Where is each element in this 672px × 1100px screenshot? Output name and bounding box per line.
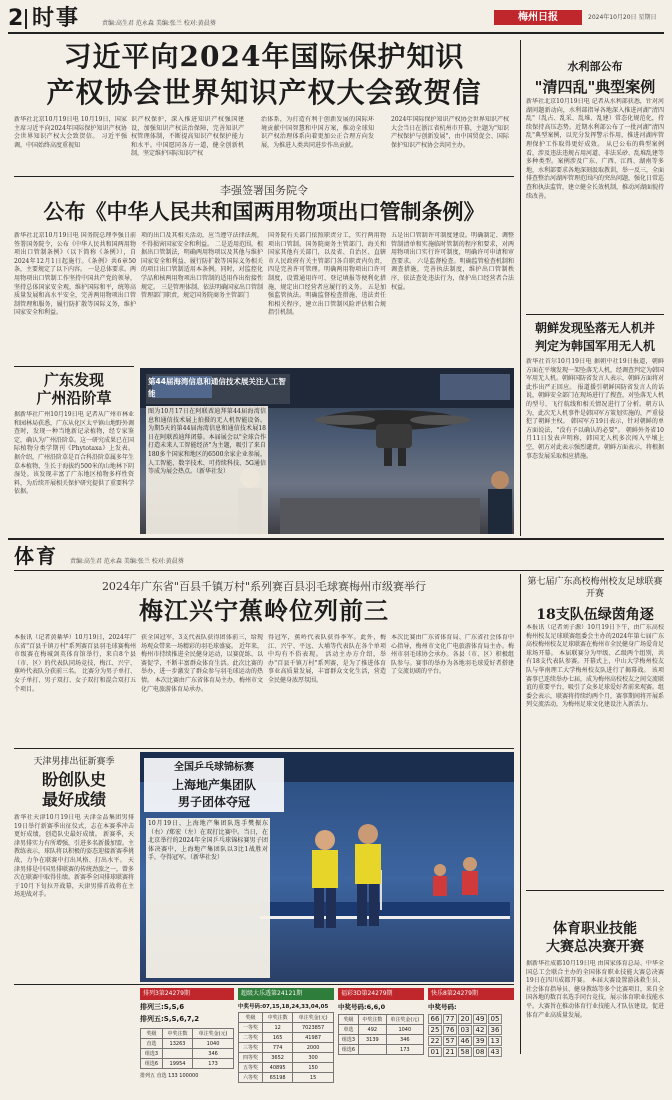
dlt-c: 150	[293, 1063, 334, 1073]
badminton-kicker: 2024年广东省"百县千镇万村"系列赛百县羽毛球赛梅州市级赛举行	[101, 580, 427, 593]
kl8-number: 49	[473, 1014, 487, 1024]
skills-headline-2: 大赛总决赛开赛	[546, 939, 644, 955]
expo-drone-photo	[140, 368, 514, 534]
sports-section-title: 体育	[14, 544, 58, 568]
expo-caption-body: 图为10月17日在阿联酋迪拜第44届海湾信息和通信技术展上拍摄的无人机智能设备。 为期5天的第44届海湾信息和通信技术展18日在阿联酋迪拜闭幕。本届展会以"全球合作打造未来人工智能经济"为主题，吸引了来自180多个国家和地区的6500余家企业参展，人工智能、数字技术、可持续科技、5G通信等成为展会热点。（新华社发）	[146, 406, 268, 534]
badminton-body-col3: 得冠军，蕉岭代表队获得季军。此外，梅江、兴宁、平远、大埔等代表队在各个单项中均有不俗表现。 活动主办方介绍，举办"百县千镇万村"系列赛，是为了推进体育事业高质量发展，丰富群众文化生活，营造全民健身浓厚氛围。	[268, 634, 386, 684]
fc3d-c: 单注奖金(元)	[386, 1015, 423, 1025]
kl8-number: 57	[443, 1036, 457, 1046]
p3-c: 346	[193, 1049, 234, 1059]
dlt-c: 41987	[293, 1033, 334, 1043]
p3-c: 直选	[141, 1039, 163, 1049]
lead-body-col2: 识产权保护，深入推进知识产权强国建设，加强知识产权法治保障，完善知识产权管理体制，不断提高知识产权保护能力和水平。中国愿同各方一道，健全创新机制，坚定维护国际知识产权	[131, 116, 244, 158]
expo-caption-title: 第44届海湾信息和通信技术展关注人工智能	[148, 377, 286, 398]
p3-c: 组选3	[141, 1049, 163, 1059]
pingpong-headline-1: 全国乒乓球锦标赛	[174, 762, 254, 773]
drone-body: 新华社首尔10月19日电 据朝中社19日报道，朝鲜方面在平壤发现一架坠落无人机，经调查判定为韩国军用无人机。朝鲜国防省发言人表示，朝鲜方面将对此作出严正回应。 报道援引朝鲜国防省发言人的话说，朝鲜安全部门在现场进行了搜查，对坠落无人机的型号、飞行航线和相关情况进行了分析。朝方认为，此次无人机事件是韩国军方策划实施的，严重侵犯了朝鲜主权。 韩国军方19日表示，针对朝鲜的单方面说法，"没有予以确认的必要"。 朝鲜外务省10月11日发表声明称，韩国无人机多次闯入平壤上空，朝方对此表示强烈谴责。朝鲜方面表示，将根据事态发展采取相应措施。	[526, 358, 664, 460]
kl8-number: 43	[488, 1047, 502, 1057]
fc3d-c: 3139	[359, 1035, 387, 1045]
dlt-c: 四等奖	[239, 1053, 263, 1063]
lead-body-col3: 治体系，为打造有利于创新发展的国际环境贡献中国智慧和中国方案，推动全球知识产权治理体系向着更加公正合理方向发展，为推进人类共同进步作出贡献。	[261, 116, 374, 149]
export-kicker: 李强签署国务院令	[220, 184, 308, 197]
kl8-header: 快乐8第24279期	[428, 988, 514, 1000]
lead-headline-2: 产权协会世界知识产权大会致贺信	[46, 76, 482, 109]
fc3d-table	[338, 1014, 424, 1055]
gd-headline-1: 广东发现	[43, 371, 104, 389]
water-headline: "清四乱"典型案例	[534, 78, 656, 96]
dlt-c: 中奖注数	[263, 1013, 293, 1023]
page-number: 2	[8, 6, 24, 31]
lottery-fc3d	[338, 988, 424, 1096]
kl8-number: 08	[473, 1047, 487, 1057]
dlt-c: 774	[263, 1043, 293, 1053]
tianjin-headline-1: 盼创队史	[41, 770, 106, 789]
export-headline: 公布《中华人民共和国两用物项出口管制条例》	[43, 199, 485, 224]
tianjin-body: 新华社天津10月19日电 天津金品集团男排19日举行新赛季出征仪式，志在本赛季冲击更好成绩，创造队史最好成绩。 新赛季，天津男排实力有所增强，引进多名新援加盟。主教练表示，球队将以积极的姿态迎接新赛季挑战，力争在联赛中打出风格、打出水平。 天津男排是中国男排联赛的传统劲旅之一，曾多次在联赛中取得佳绩。新赛季全国排球联赛将于10月下旬拉开战幕，天津男排首战将在主场迎战对手。	[14, 814, 134, 899]
dlt-c: 五等奖	[239, 1063, 263, 1073]
lottery-dlt	[238, 988, 334, 1096]
dlt-c: 奖级	[239, 1013, 263, 1023]
header-date: 2024年10月20日 星期日	[588, 14, 657, 21]
page-header	[8, 6, 664, 32]
kl8-number: 36	[488, 1025, 502, 1035]
dlt-c: 2000	[293, 1043, 334, 1053]
tianjin-continuation	[14, 988, 134, 1096]
export-body-col4: 五是出口管制许可制度建设。明确制定、调整管制清单和实施临时管制的程序和要求，对两用物项出口实行许可制度，明确许可申请和审查要求。 六是监督检查。明确监管检查机制和调查措施，完善执法制度，维护出口管制秩序，依法查处违法行为，保护出口经营者合法权益。	[391, 232, 514, 291]
section-title: 时事	[32, 6, 81, 31]
football-body: 本报讯（记者刘子源）10月19日下午，由广东高校梅州校友足球联赛组委会主办的2024年第七届广东高校梅州校友足球联赛在梅州市全民健身广场爱奇足球场开幕。 本届联赛分为甲级、乙级两个组别，共有18支代表队参赛。开幕式上，中山大学梅州校友队与华南理工大学梅州校友队进行了揭幕战。 该项赛事已连续举办七届，成为梅州高校校友之间交流联谊的重要平台，吸引了众多足球爱好者前来观赛。组委会表示，联赛将持续约两个月，赛事期间将开展系列交流活动，为梅州足球文化建设注入新活力。	[526, 624, 664, 709]
dlt-c: 3652	[263, 1053, 293, 1063]
dlt-numbers: 中奖号码:07,15,18,24,33,04,05	[238, 1004, 329, 1010]
fc3d-c: 173	[386, 1045, 423, 1055]
p3-header: 排列3第24279期	[140, 988, 234, 1000]
pingpong-photo	[140, 752, 514, 982]
sports-editors: 责编:高生君 范永森 美编:张兰 校对:黄晨葵	[70, 558, 184, 565]
kl8-number: 22	[428, 1036, 442, 1046]
football-headline: 18支队伍绿茵角逐	[536, 607, 654, 623]
kl8-number: 03	[458, 1025, 472, 1035]
p3-c: 组选6	[141, 1059, 163, 1069]
fc3d-c: 346	[386, 1035, 423, 1045]
gd-box	[14, 366, 134, 535]
fc3d-c: 1040	[386, 1025, 423, 1035]
dlt-table	[238, 1012, 334, 1083]
fc3d-c: 492	[359, 1025, 387, 1035]
p3-th-3: 单注奖金(元)	[193, 1029, 234, 1039]
gd-body: 据新华社广州10月19日电 记者从广州市林业和园林局获悉，广东从化区太平镇山地野外调查时，发现一种当地新记录植物，经专家鉴定，确认为广州沿阶草。这一研究成果已在国际植物分类学期刊《Phytotaxa》上发表。 据介绍，广州沿阶草是百合科沿阶草属多年生草本植物，生长于海拔约500米的山地林下阴湿处。该发现丰富了广东地区植物多样性资料，为后续开展相关保护研究提供了重要科学依据。	[14, 411, 134, 496]
skills-headline-1: 体育职业技能	[553, 921, 637, 937]
dlt-c: 7023857	[293, 1023, 334, 1033]
lottery-p3	[140, 988, 234, 1096]
kl8-number: 46	[458, 1036, 472, 1046]
masthead-logo: 梅州日报	[494, 10, 582, 25]
header-editors: 责编:高生君 范永森 美编:张兰 校对:黄晨葵	[102, 20, 216, 27]
kl8-number: 39	[473, 1036, 487, 1046]
dlt-c: 六等奖	[239, 1073, 263, 1083]
pingpong-title-box	[144, 758, 284, 812]
fc3d-c: 奖级	[339, 1015, 359, 1025]
export-body-col1: 新华社北京10月19日电 国务院总理李强日前签署国务院令，公布《中华人民共和国两用物项出口管制条例》（以下简称《条例》），自2024年12月1日起施行。《条例》共6章50条，主要规定了以下内容。 一是总体要求。两用物项出口管制工作坚持中国共产党的领导，坚持总体国家安全观，维护国际和平，统筹高质量发展和高水平安全，完善两用物项出口管制管理和服务，履行防扩散等国际义务，维护国家安全和利益。	[14, 232, 136, 317]
p3-line1: 排列三:S,S,6	[140, 1003, 185, 1011]
fc3d-c: 组选6	[339, 1045, 359, 1055]
p3-line2: 排列五:S,S,6,7,2	[140, 1015, 200, 1023]
p3-notes: 排列五 直选 133 100000	[140, 1073, 199, 1079]
kl8-number: 66	[428, 1014, 442, 1024]
dlt-c: 单注奖金(元)	[293, 1013, 334, 1023]
badminton-headline: 梅江兴宁蕉岭位列前三	[139, 596, 389, 625]
kl8-number: 13	[488, 1036, 502, 1046]
dlt-c: 三等奖	[239, 1043, 263, 1053]
skills-body: 据新华社成都10月19日电 由国家体育总局、中华全国总工会联合主办的全国体育职业技能大赛总决赛19日在四川成都开赛。 本届大赛设置游泳救生员、社会体育指导员、健身教练等多个比赛项目，来自全国各地的数百名选手同台竞技，展示体育职业技能水平。大赛旨在推动体育行业技能人才队伍建设，促进体育产业高质量发展。	[526, 960, 664, 1019]
fc3d-header: 福彩3D第24279期	[338, 988, 424, 1000]
badminton-body-col2: 获全国冠军，3支代表队获得团体前三，给现场观众带来一场精彩的羽毛球盛宴。 近年来，梅州市持续推进全民健身运动，以赛促练、以赛促学，不断丰富群众体育生活。此次比赛的举办，进一步激发了群众参与羽毛球运动的热情。 本次比赛由广东省体育局主办，梅州市文化广电旅游体育局承办。	[141, 634, 263, 693]
kl8-grid	[428, 1014, 514, 1057]
p3-c: 1040	[193, 1039, 234, 1049]
p3-c	[162, 1049, 192, 1059]
football-kicker: 第七届广东高校梅州校友足球联赛开赛	[527, 577, 663, 599]
fc3d-c: 单选	[339, 1025, 359, 1035]
fc3d-c	[359, 1045, 387, 1055]
p3-th-1: 奖级	[141, 1029, 163, 1039]
kl8-number: 25	[428, 1025, 442, 1035]
kl8-number: 76	[443, 1025, 457, 1035]
kl8-number: 58	[458, 1047, 472, 1057]
dlt-c: 15	[293, 1073, 334, 1083]
kl8-number: 20	[458, 1014, 472, 1024]
dlt-c: 一等奖	[239, 1023, 263, 1033]
dlt-c: 165	[263, 1033, 293, 1043]
dlt-c: 12	[263, 1023, 293, 1033]
p3-th-2: 中奖注数	[162, 1029, 192, 1039]
pingpong-headline-3: 男子团体夺冠	[177, 795, 250, 809]
gd-headline-2: 广州沿阶草	[36, 389, 112, 407]
kl8-number: 21	[443, 1047, 457, 1057]
dlt-c: 二等奖	[239, 1033, 263, 1043]
drone-headline-2: 判定为韩国军用无人机	[534, 339, 655, 353]
water-body: 新华社北京10月19日电 记者从水利部获悉，针对河湖问题新动向，水利部指导各地深入推进河湖"清四乱"（乱占、乱采、乱堆、乱建）常态化规范化，持续保持高压态势。近期水利部公布了一批河湖"清四乱"典型案例，以充分发挥警示作用，推进河湖库管理保护工作取得更好成效。 从已公布的典型案例看，涉及违法违规占用河道、非法采砂、乱堆乱建等多种类型。案例涉及广东、广西、江西、湖南等多地，水利部要求各地深刻汲取教训，举一反三，全面排查整治河湖库管理范围内的突出问题，强化日常巡查和执法监管，建立健全长效机制，推动河湖面貌持续改善。	[526, 98, 664, 200]
water-kicker: 水利部公布	[567, 60, 623, 73]
pingpong-headline-2: 上海地产集团队	[171, 778, 256, 792]
kl8-number: 42	[473, 1025, 487, 1035]
dlt-c: 40895	[263, 1063, 293, 1073]
kl8-number: 01	[428, 1047, 442, 1057]
fc3d-numbers: 中奖号码:6,6,0	[338, 1003, 386, 1011]
dlt-c: 300	[293, 1053, 334, 1063]
tianjin-headline-2: 最好成绩	[41, 790, 106, 809]
drone-headline-1: 朝鲜发现坠落无人机并	[534, 321, 655, 335]
export-body-col2: 项的出口及其相关活动，应当遵守法律法规，不得损害国家安全和利益。 二是适用范围。根据出口管制法，明确两用物项以及其他与维护国家安全和利益、履行防扩散等国际义务相关的项目出口管制适用本条例。同时，对监控化学品和核两用物项出口管制的适用作出衔接性规定。 三是管理体制。依法明确国家出口管制管理部门职责，规定国务院商务主管部门	[141, 232, 263, 300]
fc3d-c: 组选3	[339, 1035, 359, 1045]
kl8-numbers-label: 中奖号码:	[428, 1003, 457, 1011]
lead-headline-1: 习近平向2024年国际保护知识	[63, 40, 465, 73]
pingpong-caption: 10月19日，上海地产集团队选手樊振东（右）/郑宏（左）在双打比赛中。当日，在北京举行的2024年全国乒乓球锦标赛男子团体决赛中，上海地产集团队以3比1战胜对手，夺得冠军。（新华社发）	[146, 818, 270, 978]
fc3d-c: 中奖注数	[359, 1015, 387, 1025]
lead-body-col1: 新华社北京10月19日电 10月19日，国家主席习近平向2024年国际保护知识产权协会世界知识产权大会致贺信。 习近平强调，中国始终高度重视知	[14, 116, 127, 149]
p3-c: 13263	[162, 1039, 192, 1049]
p3-c: 173	[193, 1059, 234, 1069]
badminton-body-col1: 本报讯（记者黄綦华）10月19日，2024年广东省"百县千镇万村"系列赛百县羽毛球赛梅州市级赛在梅城剑英体育馆举行，来自8个县（市、区）的代表队同场竞技，梅江、兴宁、蕉岭代表队分获前三名。 比赛分为男子单打、女子单打、男子双打、女子双打和混合双打五个项目。	[14, 634, 136, 693]
kl8-number: 05	[488, 1014, 502, 1024]
tianjin-kicker: 天津男排出征新赛季	[33, 757, 115, 767]
p3-table	[140, 1028, 234, 1069]
export-body-col3: 国务院有关部门依照职责分工，实行两用物项出口管制。国务院商务主管部门、海关和国家其他有关部门，以及省、自治区、直辖市人民政府有关主管部门各自职责内负责， 四是完善许可管理。明确两用物项出口许可制度，设置通用许可、登记填报等便利化措施，规定出口经营者应履行的义务。 五是加强监管执法。明确监督检查措施、违法责任和相关程序，建立出口管制风险评估和合规指引机制。	[268, 232, 386, 317]
p3-c: 19954	[162, 1059, 192, 1069]
expo-caption-box	[146, 374, 290, 404]
dlt-header: 超级大乐透第24121期	[238, 988, 334, 1000]
lottery-kl8	[428, 988, 514, 1096]
lead-body-col4: 2024年国际保护知识产权协会世界知识产权大会当日在浙江省杭州市开幕，主题为"知识产权保护与创新发展"，由中国贸促会、国际保护知识产权协会共同主办。	[391, 116, 509, 149]
header-rule	[8, 32, 664, 34]
kl8-number: 77	[443, 1014, 457, 1024]
dlt-c: 65198	[263, 1073, 293, 1083]
badminton-body-col4: 本次比赛由广东省体育局、广东省社会体育中心指导，梅州市文化广电旅游体育局主办。梅州市羽毛球协会承办。各县（市、区）积极组队参与。赛事的举办为各地羽毛球爱好者搭建了交流切磋的平台。	[391, 634, 514, 676]
